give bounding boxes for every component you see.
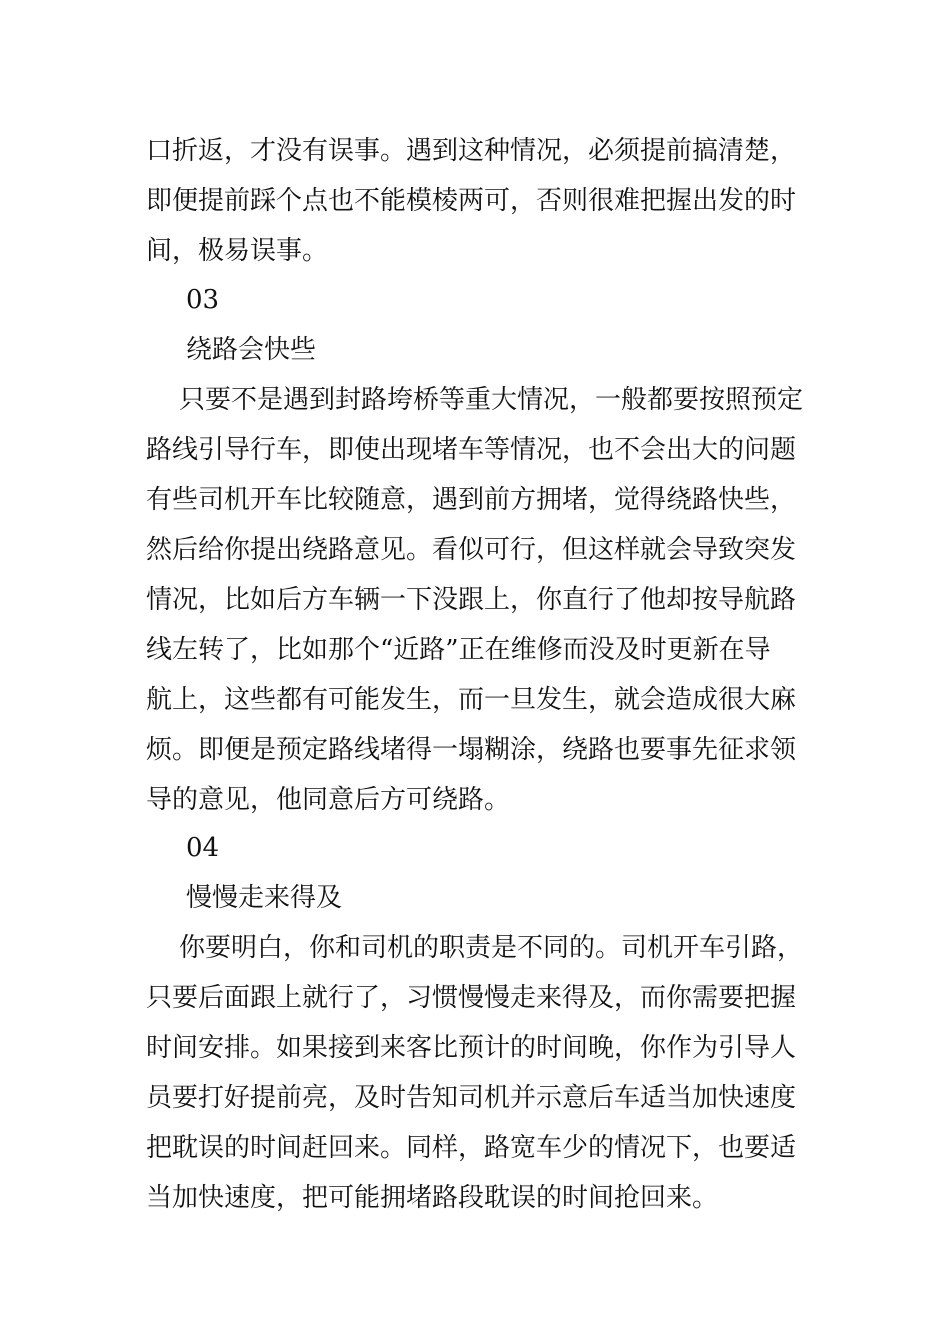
paragraph-line: 员要打好提前亮，及时告知司机并示意后车适当加快速度	[146, 1083, 797, 1113]
paragraph-line: 口折返，才没有误事。遇到这种情况，必须提前搞清楚，	[146, 136, 797, 166]
section-number-03: 03	[186, 285, 220, 315]
section-number-04: 04	[186, 833, 220, 863]
paragraph-line: 航上，这些都有可能发生，而一旦发生，就会造成很大麻	[146, 685, 797, 715]
paragraph-line: 线左转了，比如那个“近路”正在维修而没及时更新在导	[146, 635, 771, 665]
paragraph-line: 只要不是遇到封路垮桥等重大情况，一般都要按照预定	[179, 385, 804, 415]
paragraph-line: 有些司机开车比较随意，遇到前方拥堵，觉得绕路快些，	[146, 485, 797, 515]
paragraph-line: 路线引导行车，即使出现堵车等情况，也不会出大的问题	[146, 435, 797, 465]
paragraph-line: 你要明白，你和司机的职责是不同的。司机开车引路，	[179, 933, 804, 963]
paragraph-line: 烦。即便是预定路线堵得一塌糊涂，绕路也要事先征求领	[146, 735, 797, 765]
section-title-04: 慢慢走来得及	[186, 883, 343, 913]
paragraph-line: 间，极易误事。	[146, 236, 329, 266]
section-title-03: 绕路会快些	[186, 335, 317, 365]
paragraph-line: 然后给你提出绕路意见。看似可行，但这样就会导致突发	[146, 535, 797, 565]
paragraph-line: 把耽误的时间赶回来。同样，路宽车少的情况下，也要适	[146, 1133, 797, 1163]
paragraph-line: 导的意见，他同意后方可绕路。	[146, 785, 511, 815]
paragraph-line: 时间安排。如果接到来客比预计的时间晚，你作为引导人	[146, 1033, 797, 1063]
paragraph-line: 情况，比如后方车辆一下没跟上，你直行了他却按导航路	[146, 585, 797, 615]
paragraph-line: 即便提前踩个点也不能模棱两可，否则很难把握出发的时	[146, 186, 797, 216]
paragraph-line: 当加快速度，把可能拥堵路段耽误的时间抢回来。	[146, 1183, 719, 1213]
paragraph-line: 只要后面跟上就行了，习惯慢慢走来得及，而你需要把握	[146, 983, 797, 1013]
